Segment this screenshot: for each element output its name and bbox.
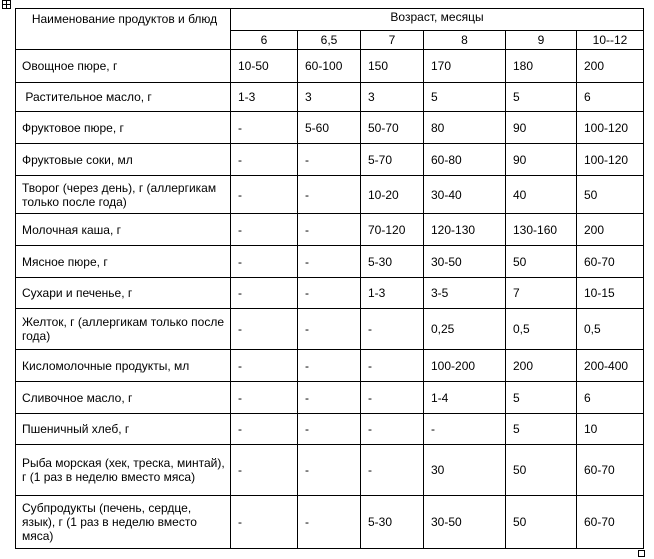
value-cell: 10: [577, 414, 644, 445]
value-cell: 5: [506, 83, 577, 112]
product-name: Фруктовое пюре, г: [16, 112, 231, 144]
value-cell: -: [298, 176, 361, 214]
value-cell: 100-120: [577, 112, 644, 144]
value-cell: -: [298, 144, 361, 176]
value-cell: 1-3: [361, 278, 424, 309]
value-cell: 10-20: [361, 176, 424, 214]
value-cell: -: [231, 214, 298, 246]
value-cell: 30-40: [424, 176, 506, 214]
value-cell: 60-70: [577, 246, 644, 278]
value-cell: -: [231, 496, 298, 549]
table-row: [16, 414, 644, 445]
product-name: Сливочное масло, г: [16, 382, 231, 414]
value-cell: -: [361, 414, 424, 445]
table-row: [16, 112, 644, 144]
value-cell: 150: [361, 50, 424, 83]
value-cell: -: [361, 445, 424, 496]
value-cell: -: [361, 309, 424, 350]
table-row: [16, 496, 644, 549]
value-cell: 6: [577, 83, 644, 112]
value-cell: 50: [506, 445, 577, 496]
product-name: Растительное масло, г: [16, 83, 231, 112]
table-row: [16, 309, 644, 350]
value-cell: 60-70: [577, 496, 644, 549]
product-name: Субпродукты (печень, сердце, язык), г (1 раз в неделю вместо мяса): [16, 496, 231, 549]
value-cell: 10-15: [577, 278, 644, 309]
value-cell: 70-120: [361, 214, 424, 246]
table-row: [16, 50, 644, 83]
value-cell: 60-80: [424, 144, 506, 176]
table-resize-handle-icon[interactable]: [638, 550, 645, 557]
product-name: Фруктовые соки, мл: [16, 144, 231, 176]
value-cell: -: [231, 112, 298, 144]
value-cell: 120-130: [424, 214, 506, 246]
table-row: [16, 83, 644, 112]
value-cell: 170: [424, 50, 506, 83]
product-name: Творог (через день), г (аллергикам только после года): [16, 176, 231, 214]
table-row: [16, 246, 644, 278]
header-age-0: 6: [231, 31, 298, 50]
value-cell: -: [298, 496, 361, 549]
value-cell: 180: [506, 50, 577, 83]
value-cell: -: [361, 350, 424, 382]
value-cell: -: [231, 382, 298, 414]
value-cell: -: [231, 278, 298, 309]
header-age-4: 9: [506, 31, 577, 50]
value-cell: 100-120: [577, 144, 644, 176]
value-cell: 130-160: [506, 214, 577, 246]
value-cell: 5-30: [361, 496, 424, 549]
value-cell: 200: [506, 350, 577, 382]
value-cell: -: [298, 214, 361, 246]
product-name: Рыба морская (хек, треска, минтай), г (1 раз в неделю вместо мяса): [16, 445, 231, 496]
value-cell: 0,25: [424, 309, 506, 350]
value-cell: -: [231, 176, 298, 214]
header-age-3: 8: [424, 31, 506, 50]
value-cell: 3: [361, 83, 424, 112]
value-cell: 3: [298, 83, 361, 112]
value-cell: 100-200: [424, 350, 506, 382]
value-cell: 5: [424, 83, 506, 112]
value-cell: 5-30: [361, 246, 424, 278]
value-cell: -: [298, 278, 361, 309]
table-row: [16, 144, 644, 176]
value-cell: 200: [577, 50, 644, 83]
product-name: Пшеничный хлеб, г: [16, 414, 231, 445]
value-cell: 6: [577, 382, 644, 414]
value-cell: 5: [506, 414, 577, 445]
value-cell: 0,5: [577, 309, 644, 350]
value-cell: 200-400: [577, 350, 644, 382]
value-cell: 60-100: [298, 50, 361, 83]
value-cell: -: [298, 309, 361, 350]
header-age-group: Возраст, месяцы: [231, 9, 644, 31]
value-cell: 30-50: [424, 246, 506, 278]
value-cell: 50: [506, 246, 577, 278]
value-cell: 7: [506, 278, 577, 309]
value-cell: -: [231, 414, 298, 445]
value-cell: -: [298, 445, 361, 496]
product-name: Мясное пюре, г: [16, 246, 231, 278]
value-cell: 60-70: [577, 445, 644, 496]
value-cell: 1-3: [231, 83, 298, 112]
header-age-2: 7: [361, 31, 424, 50]
table-row: [16, 382, 644, 414]
value-cell: 200: [577, 214, 644, 246]
value-cell: 1-4: [424, 382, 506, 414]
value-cell: 30: [424, 445, 506, 496]
value-cell: -: [231, 350, 298, 382]
value-cell: 40: [506, 176, 577, 214]
product-name: Желток, г (аллергикам только после года): [16, 309, 231, 350]
value-cell: 5-60: [298, 112, 361, 144]
table-move-handle-icon[interactable]: [2, 0, 11, 9]
product-name: Овощное пюре, г: [16, 50, 231, 83]
value-cell: 50-70: [361, 112, 424, 144]
value-cell: 50: [577, 176, 644, 214]
value-cell: -: [231, 309, 298, 350]
product-name: Кисломолочные продукты, мл: [16, 350, 231, 382]
product-name: Сухари и печенье, г: [16, 278, 231, 309]
table-row: [16, 350, 644, 382]
value-cell: -: [298, 414, 361, 445]
value-cell: -: [231, 445, 298, 496]
value-cell: 80: [424, 112, 506, 144]
table-row: [16, 214, 644, 246]
table-row: [16, 278, 644, 309]
header-age-1: 6,5: [298, 31, 361, 50]
value-cell: -: [231, 246, 298, 278]
nutrition-table: [15, 8, 644, 549]
value-cell: 90: [506, 112, 577, 144]
value-cell: -: [424, 414, 506, 445]
header-product-name: Наименование продуктов и блюд: [16, 9, 231, 50]
value-cell: 90: [506, 144, 577, 176]
value-cell: -: [361, 382, 424, 414]
table-row: [16, 176, 644, 214]
product-name: Молочная каша, г: [16, 214, 231, 246]
value-cell: -: [298, 382, 361, 414]
value-cell: -: [298, 246, 361, 278]
value-cell: -: [231, 144, 298, 176]
value-cell: 30-50: [424, 496, 506, 549]
header-age-5: 10--12: [577, 31, 644, 50]
value-cell: 5-70: [361, 144, 424, 176]
table-row: [16, 445, 644, 496]
value-cell: 10-50: [231, 50, 298, 83]
value-cell: -: [298, 350, 361, 382]
value-cell: 0,5: [506, 309, 577, 350]
value-cell: 3-5: [424, 278, 506, 309]
value-cell: 5: [506, 382, 577, 414]
value-cell: 50: [506, 496, 577, 549]
